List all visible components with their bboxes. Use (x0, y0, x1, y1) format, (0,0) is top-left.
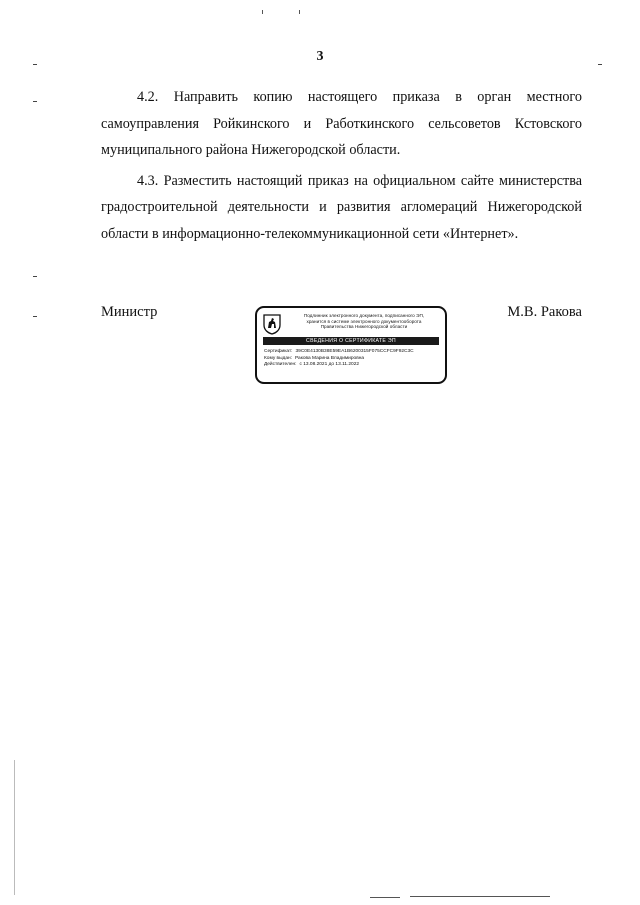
stamp-header-line: Правительства Нижегородской области (320, 324, 408, 330)
paragraph-4-3: 4.3. Разместить настоящий приказ на официальном сайте министерства градостроительной деятельности и развития агломераций Нижегородской области в информационно-телекоммуникационной сети «Интернет». (101, 172, 582, 242)
stamp-certificate-details (264, 349, 442, 369)
stamp-row-value: с 13.08.2021 до 13.11.2022 (299, 362, 360, 368)
stamp-header (285, 313, 443, 330)
stamp-row-validity (264, 362, 442, 369)
document-body (101, 84, 582, 247)
stamp-row-value: Ракова Марина Владимировна (295, 355, 365, 361)
scan-mark (370, 897, 400, 898)
stamp-row-label: Сертификат: (264, 349, 293, 354)
stamp-certificate-bar: СВЕДЕНИЯ О СЕРТИФИКАТЕ ЭП (263, 337, 439, 345)
scan-edge (14, 760, 15, 895)
scan-mark (33, 276, 37, 277)
scan-mark (33, 64, 37, 65)
signatory-name: М.В. Ракова (507, 304, 582, 320)
scan-mark (410, 896, 550, 897)
scan-mark (598, 64, 602, 65)
page-number: 3 (316, 49, 324, 64)
stamp-row-certificate (264, 349, 442, 356)
stamp-header-line: хранится в системе электронного документооборота (306, 318, 422, 324)
signatory-position: Министр (101, 304, 158, 320)
scan-mark (299, 10, 300, 14)
stamp-row-value: 39C0E4130B38E59EA1B6200315F075CCFC9F92C3C (295, 349, 414, 354)
scan-mark (33, 101, 37, 102)
stamp-row-label: Действителен: (264, 362, 297, 368)
scan-mark (262, 10, 263, 14)
stamp-header-line: Подлинник электронного документа, подписанного ЭП, (303, 313, 425, 318)
stamp-row-label: Кому выдан: (264, 355, 292, 361)
electronic-signature-stamp (255, 306, 447, 384)
paragraph-4-2: 4.2. Направить копию настоящего приказа в орган местного самоуправления Ройкинского и Работкинского сельсоветов Кстовского муниципального района Нижегородской области. (101, 89, 582, 158)
scan-mark (33, 316, 37, 317)
coat-of-arms-icon (262, 313, 282, 335)
